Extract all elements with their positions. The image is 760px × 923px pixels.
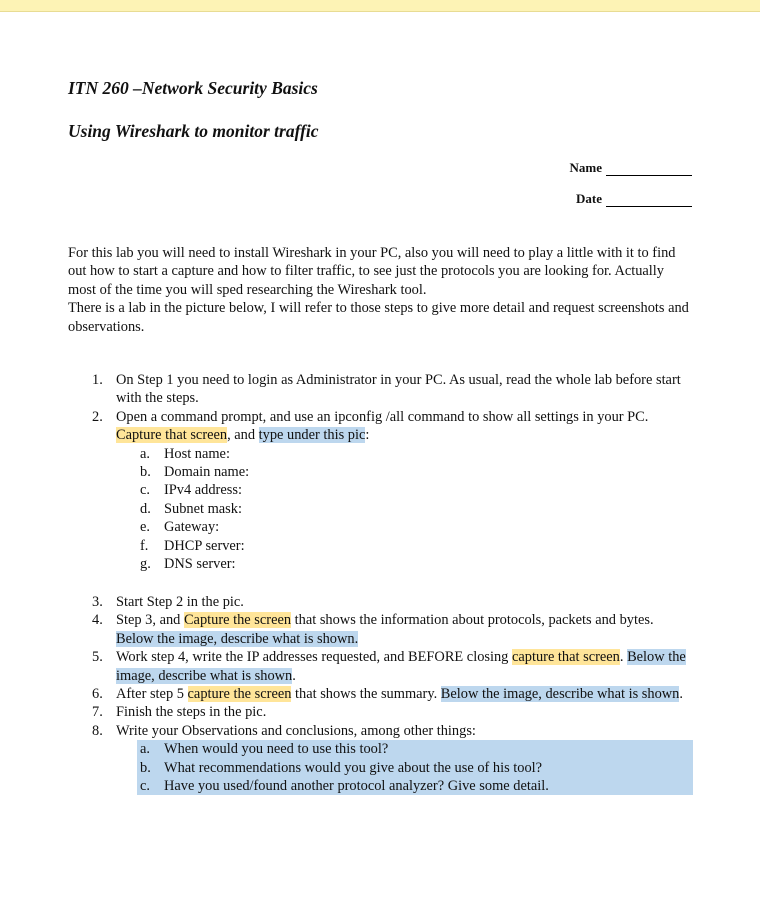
step-7 xyxy=(68,703,693,721)
step-text: Write your Observations and conclusions, among other things: xyxy=(116,722,476,739)
highlight-type: type under this pic xyxy=(258,427,366,444)
name-field[interactable] xyxy=(570,160,693,176)
step-text: Work step 4, write the IP addresses requested, and BEFORE closing xyxy=(116,649,512,666)
lab-title: Using Wireshark to monitor traffic xyxy=(68,121,319,141)
step-text-mid: that shows the summary. xyxy=(291,686,441,703)
sub-letter: c. xyxy=(140,778,150,795)
sub-text: Domain name: xyxy=(164,464,250,481)
step-4 xyxy=(68,611,693,648)
highlight-capture: capture the screen xyxy=(187,686,292,703)
sub-letter: b. xyxy=(140,464,151,481)
list-item xyxy=(137,777,693,795)
step-number: 2. xyxy=(92,408,103,425)
sub-letter: b. xyxy=(140,759,151,776)
highlight-describe: Below the image, describe what is shown xyxy=(116,649,686,684)
highlight-capture: Capture that screen xyxy=(116,427,228,444)
step-text: On Step 1 you need to login as Administrator in your PC. As usual, read the whole lab before start with the steps. xyxy=(116,372,681,407)
date-label: Date xyxy=(576,191,602,206)
sub-text: DNS server: xyxy=(164,556,236,573)
sub-text: What recommendations would you give about the use of his tool? xyxy=(164,759,543,776)
highlight-capture: Capture the screen xyxy=(183,612,292,629)
top-highlight-bar xyxy=(0,0,760,12)
sub-letter: f. xyxy=(140,537,149,554)
list-item xyxy=(68,518,693,536)
step-number: 3. xyxy=(92,594,103,610)
steps-list-part2 xyxy=(68,593,693,795)
step-text: Open a command prompt, and use an ipconfig /all command to show all settings in your PC. xyxy=(116,408,649,425)
step-3 xyxy=(68,593,693,611)
sub-letter: g. xyxy=(140,556,151,573)
step-number: 5. xyxy=(92,649,103,666)
sub-letter: a. xyxy=(140,741,150,758)
sub-text: DHCP server: xyxy=(164,537,245,554)
intro-paragraph xyxy=(68,244,693,336)
steps-list-part1 xyxy=(68,371,693,573)
step-text: Start Step 2 in the pic. xyxy=(116,594,244,610)
sub-text: Have you used/found another protocol analyzer? Give some detail. xyxy=(164,778,549,795)
list-item xyxy=(68,445,693,463)
step-text: Finish the steps in the pic. xyxy=(116,704,267,721)
sub-text: Gateway: xyxy=(164,519,220,536)
step-text: Step 3, and xyxy=(116,612,184,629)
course-title: ITN 260 –Network Security Basics xyxy=(68,78,318,98)
step-text-end: . xyxy=(679,686,683,703)
step-text: After step 5 xyxy=(116,686,188,703)
step-number: 8. xyxy=(92,722,103,739)
name-blank-line[interactable] xyxy=(606,163,692,176)
sub-letter: c. xyxy=(140,482,150,499)
sub-letter: e. xyxy=(140,519,150,536)
step-text-end: . xyxy=(292,667,296,684)
list-item xyxy=(68,481,693,499)
name-label: Name xyxy=(569,160,602,175)
intro-line-1: For this lab you will need to install Wireshark in your PC, also you will need to play a little with it to find out how to start a capture and how to filter traffic, to see just the protocols you are looking for. Actually most of the time you will sped researching the Wireshark tool. xyxy=(68,245,676,298)
sub-letter: a. xyxy=(140,445,150,462)
highlight-describe: Below the image, describe what is shown. xyxy=(116,630,359,647)
step-number: 4. xyxy=(92,612,103,629)
sub-text: IPv4 address: xyxy=(164,482,242,499)
date-field[interactable] xyxy=(576,191,692,207)
step-text-mid: , and xyxy=(227,427,259,444)
list-item xyxy=(137,740,693,758)
sub-text: Host name: xyxy=(164,445,230,462)
list-item xyxy=(68,463,693,481)
sub-letter: d. xyxy=(140,500,151,517)
sub-text: Subnet mask: xyxy=(164,500,242,517)
sub-text: When would you need to use this tool? xyxy=(164,741,389,758)
step-text-mid: that shows the information about protocols, packets and bytes. xyxy=(291,612,654,629)
list-item xyxy=(68,537,693,555)
list-item xyxy=(68,555,693,573)
step-5 xyxy=(68,648,693,685)
step-number: 7. xyxy=(92,704,103,721)
highlight-describe: Below the image, describe what is shown xyxy=(440,686,680,703)
step-number: 6. xyxy=(92,686,103,703)
highlight-capture: capture that screen xyxy=(511,649,620,666)
intro-line-2: There is a lab in the picture below, I will refer to those steps to give more detail and request screenshots and observations. xyxy=(68,300,689,335)
step-2 xyxy=(68,408,693,445)
step-number: 1. xyxy=(92,372,103,388)
date-blank-line[interactable] xyxy=(606,194,692,207)
list-item xyxy=(68,500,693,518)
step-text-mid: . xyxy=(619,649,628,666)
step-1 xyxy=(68,371,693,408)
step-text-end: : xyxy=(365,427,370,444)
step-8-highlighted-questions xyxy=(137,740,693,795)
list-item xyxy=(137,759,693,777)
step-6 xyxy=(68,685,693,703)
step-8 xyxy=(68,722,693,740)
